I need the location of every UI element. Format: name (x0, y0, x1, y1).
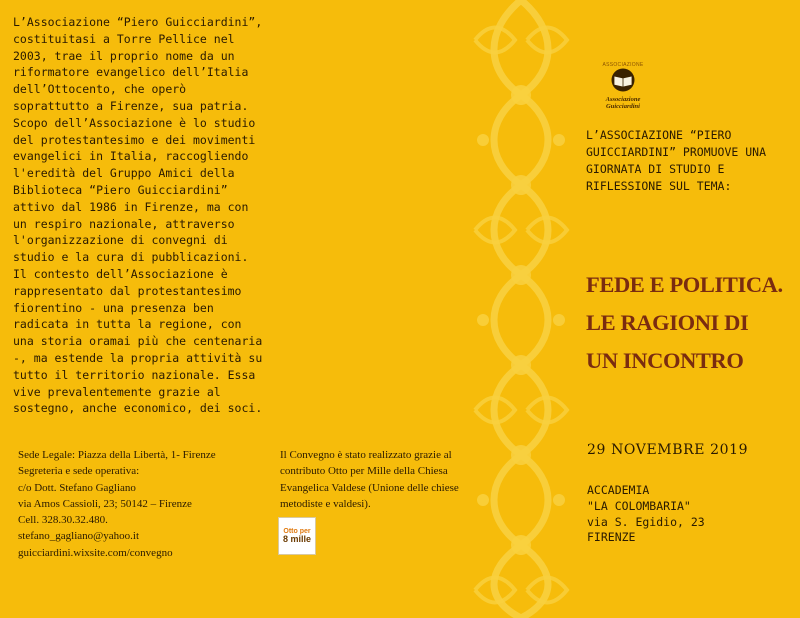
venue-line-3: via S. Egidio, 23 (587, 514, 705, 529)
venue-line-2: "LA COLOMBARIA" (587, 498, 691, 513)
contact-person: c/o Dott. Stefano Gagliano (18, 481, 136, 494)
association-description (13, 14, 268, 417)
logo-name-line2: Guicciardini (606, 103, 640, 110)
venue-line-4: FIRENZE (587, 530, 636, 545)
contact-email[interactable]: stefano_gagliano@yahoo.it (18, 530, 140, 543)
event-date: 29 NOVEMBRE 2019 (587, 442, 749, 458)
book-icon (608, 68, 638, 92)
logo-arc-text: ASSOCIAZIONE (602, 62, 644, 68)
website-link[interactable]: guicciardini.wixsite.com/convegno (18, 546, 173, 559)
funding-note: Il Convegno è stato realizzato grazie al contributo Otto per Mille della Chiesa Evangelica Valdese (Unione delle chiese metodiste e valdesi). (280, 449, 459, 510)
otto-logo-line2: 8 mille (282, 534, 311, 544)
title-line-2: LE RAGIONI DI (586, 310, 749, 335)
logo-name-line1: Associazione (605, 96, 641, 103)
venue-line-1: ACCADEMIA (587, 483, 650, 497)
promo-text: L’ASSOCIAZIONE “PIERO GUICCIARDINI” PROMUOVE UNA GIORNATA DI STUDIO E RIFLESSIONE SUL TEMA: (586, 128, 767, 193)
intro-paragraph: L’Associazione “Piero Guicciardini”, costituitasi a Torre Pellice nel 2003, trae il proprio nome da un riformatore evangelico dell’Italia dell’Ottocento, che operò soprattutto a Firenze, sua patria. Scopo dell’Associazione è lo studio del protestantesimo e dei movimenti evangelici in Italia, raccogliendo l'eredità del Gruppo Amici della Biblioteca “Piero Guicciardini” attivo dal 1986 in Firenze, ma con un respiro nazionale, attraverso l'organizzazione di convegni di studio e la cura di pubblicazioni. Il contesto dell’Associazione è rappresentato dal protestantesimo fiorentino - una presenza ben radicata in tutta la regione, con una storia oramai più che centenaria -, ma estende la propria attività su tutto il territorio nazionale. Essa vive prevalentemente grazie al sostegno, anche economico, dei soci. (13, 15, 263, 416)
damask-ornament (465, 0, 577, 618)
title-line-1: FEDE E POLITICA. (586, 272, 783, 297)
contact-info (18, 447, 258, 561)
event-title (586, 266, 800, 380)
event-venue (587, 483, 797, 546)
legal-address: Sede Legale: Piazza della Libertà, 1- Firenze (18, 449, 216, 461)
association-logo (598, 62, 648, 118)
contact-phone: Cell. 328.30.32.480. (18, 514, 108, 527)
title-line-3: UN INCONTRO (586, 348, 744, 373)
secretariat-label: Segreteria e sede operativa: (18, 465, 140, 478)
otto-logo-line1: Otto per (283, 528, 311, 535)
otto-per-mille-logo (278, 517, 316, 555)
contact-address: via Amos Cassioli, 23; 50142 – Firenze (18, 497, 192, 510)
